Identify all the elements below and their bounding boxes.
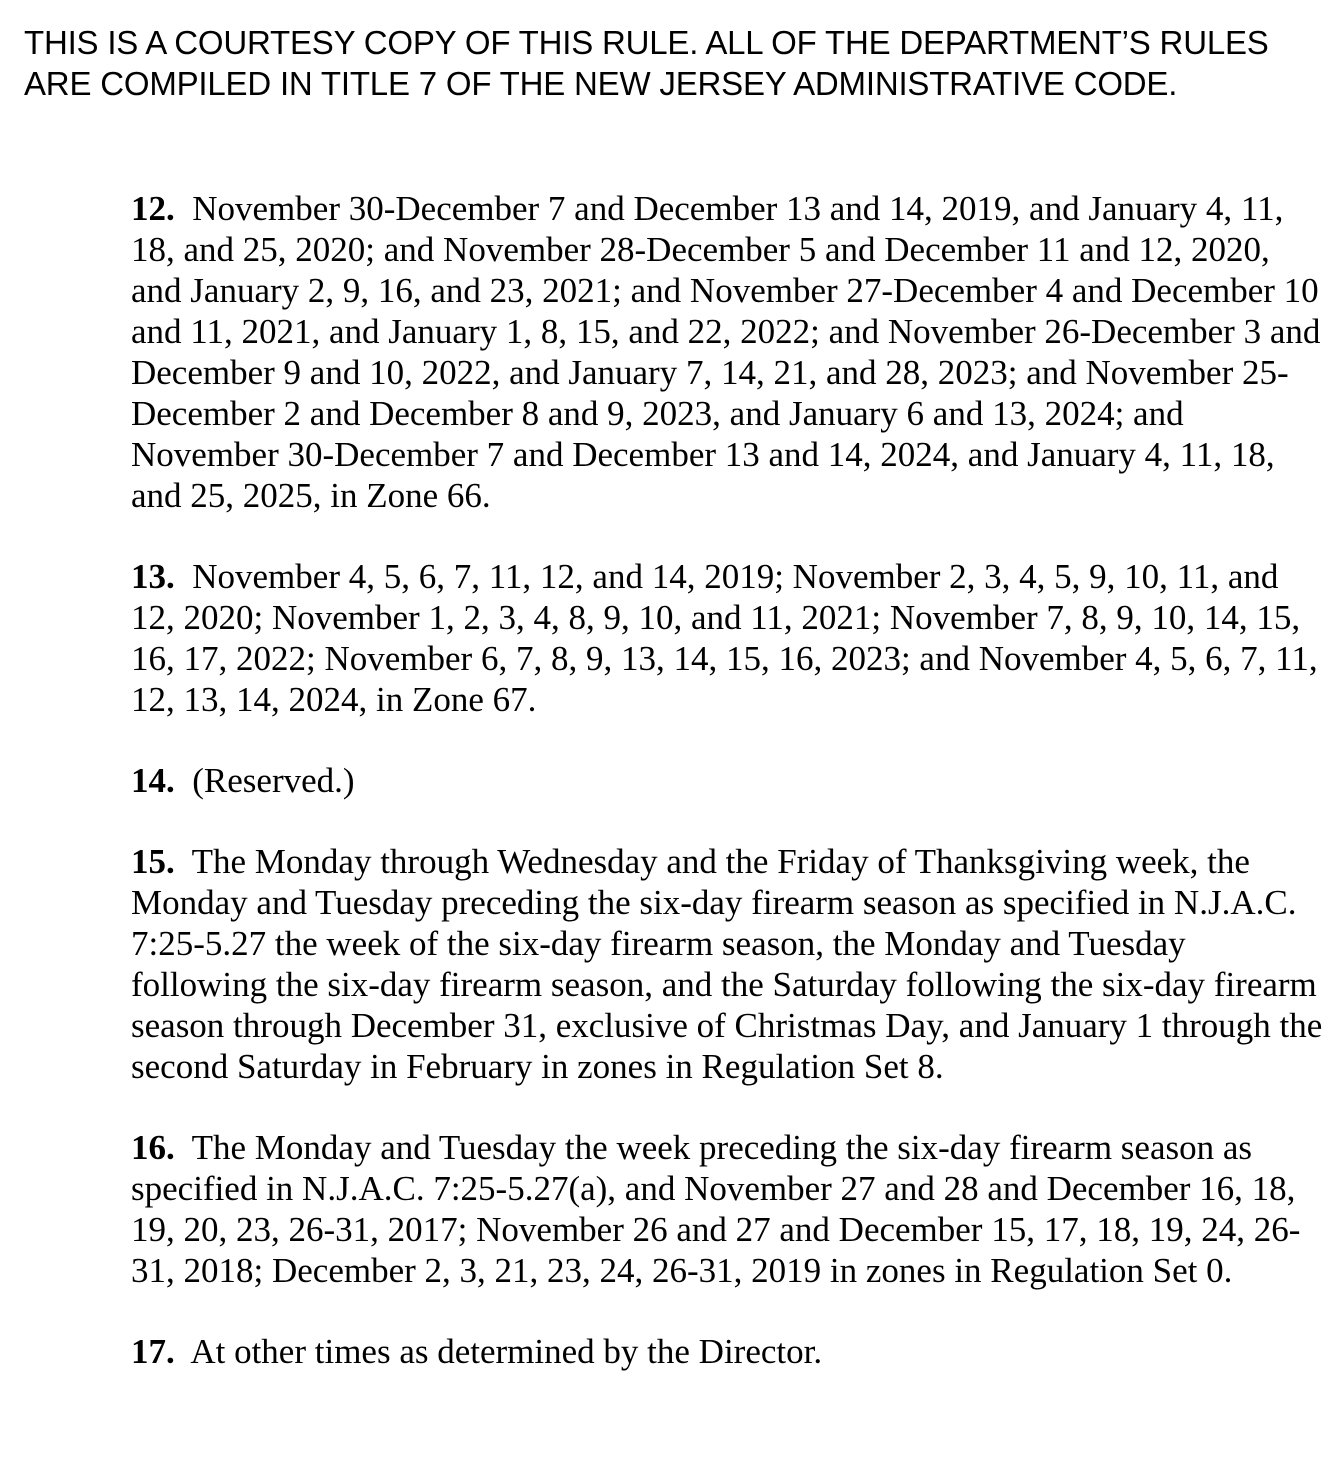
item-number: 17. — [131, 1332, 175, 1371]
item-text: November 4, 5, 6, 7, 11, 12, and 14, 2019; November 2, 3, 4, 5, 9, 10, 11, and 12, 2020; November 1, 2, 3, 4, 8, 9, 10, and 11, 2021; November 7, 8, 9, 10, 14, 15, 16, 17, 2022; November 6, 7, 8, 9, 13, 14, 15, 16, 2023; and November 4, 5, 6, 7, 11, 12, 13, 14, 2024, in Zone 67. — [131, 557, 1318, 719]
item-number: 14. — [131, 761, 175, 800]
rule-item-15 — [131, 841, 1323, 1087]
rule-item-17 — [131, 1331, 1323, 1372]
item-number: 12. — [131, 189, 175, 228]
item-text: (Reserved.) — [192, 761, 355, 800]
rule-item-14 — [131, 760, 1323, 801]
rule-item-16 — [131, 1127, 1323, 1291]
item-text: November 30-December 7 and December 13 and 14, 2019, and January 4, 11, 18, and 25, 2020; and November 28-December 5 and December 11 and 12, 2020, and January 2, 9, 16, and 23, 2021; and November 27-December 4 and December 10 and 11, 2021, and January 1, 8, 15, and 22, 2022; and November 26-December 3 and December 9 and 10, 2022, and January 7, 14, 21, and 28, 2023; and November 25-December 2 and December 8 and 9, 2023, and January 6 and 13, 2024; and November 30-December 7 and December 13 and 14, 2024, and January 4, 11, 18, and 25, 2025, in Zone 66. — [131, 189, 1321, 515]
item-text: The Monday and Tuesday the week preceding the six-day firearm season as specified in N.J.A.C. 7:25-5.27(a), and November 27 and 28 and December 16, 18, 19, 20, 23, 26-31, 2017; November 26 and 27 and December 15, 17, 18, 19, 24, 26-31, 2018; December 2, 3, 21, 23, 24, 26-31, 2019 in zones in Regulation Set 0. — [131, 1128, 1301, 1290]
item-number: 15. — [131, 842, 175, 881]
item-text: The Monday through Wednesday and the Friday of Thanksgiving week, the Monday and Tuesday preceding the six-day firearm season as specified in N.J.A.C. 7:25-5.27 the week of the six-day firearm season, the Monday and Tuesday following the six-day firearm season, and the Saturday following the six-day firearm season through December 31, exclusive of Christmas Day, and January 1 through the second Saturday in February in zones in Regulation Set 8. — [131, 842, 1323, 1086]
rule-item-13 — [131, 556, 1323, 720]
courtesy-copy-notice: THIS IS A COURTESY COPY OF THIS RULE. ALL OF THE DEPARTMENT’S RULES ARE COMPILED IN TITLE 7 OF THE NEW JERSEY ADMINISTRATIVE CODE. — [24, 24, 1269, 102]
item-number: 16. — [131, 1128, 175, 1167]
item-number: 13. — [131, 557, 175, 596]
rule-items-list — [131, 188, 1323, 1412]
item-text: At other times as determined by the Director. — [190, 1332, 823, 1371]
rule-item-12 — [131, 188, 1323, 516]
